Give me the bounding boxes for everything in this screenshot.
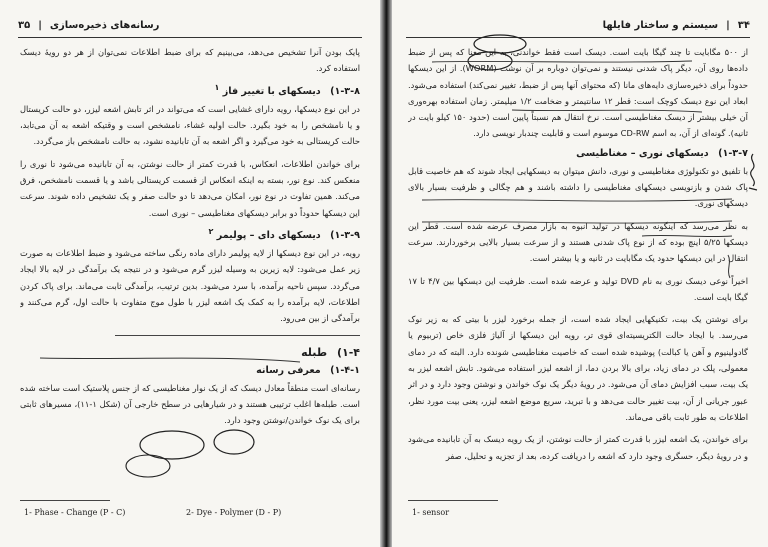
section-number: ۱-۴-۱)	[330, 364, 360, 376]
right-text-column	[408, 44, 748, 495]
paragraph: رسانه‌ای است منطقاً معادل دیسک که از یک نوار مغناطیسی که از جنس پلاستیک است ساخته شده است. طبله‌ها اغلب ترتیبی هستند و در شیارهایی در سطح خارجی آن (شکل ۱-۱۱)، مسیرهای ثابتی برای یک نوک خواندن/نوشتن وجود دارد.	[20, 382, 360, 426]
section-heading-media	[20, 346, 360, 359]
section-title: دیسکهای دای – پولیمر	[216, 230, 321, 242]
footnote-marker: ۱	[214, 82, 220, 92]
paragraph: از ۵۰۰ مگابایت تا چند گیگا بایت است. دیسک است فقط خواندنی، به این معنا که پس از ضبط داده‌ها روی آن، دیگر پاک شدنی نیستند و نمی‌توان دوباره بر آن نوشت (WORM). از این دیسکها حدوداً برای ذخیره‌سازی دایه‌های مانا (که محتوای آنها پس از ضبط، تغییر نمی‌کند) استفاده می‌شود. ابعاد این نوع دیسک کوچک است: قطر ۱۲ سانتیمتر و ضخامت ۱/۲ میلیمتر. زمان استفاده بهره‌وری آن خیلی بیشتر از دیسک مغناطیسی است. نرخ انتقال هم نسبتاً پایین است (حدود ۱۵۰ کیلو بایت در ثانیه). گونه‌ای از آن، به اسم CD-RW موسوم است و قابلیت چندبار نویسی دارد.	[408, 47, 748, 139]
section-title: معرفی رسانه	[256, 364, 321, 376]
left-intro-paragraph: پایک بودن آنرا تشخیص می‌دهد، می‌بینیم که برای ضبط اطلاعات نمی‌توان از هر دو رویهٔ دیسک استفاده کرد.	[20, 47, 360, 74]
paragraph: به نظر می‌رسد که اینگونه دیسکها در تولید انبوه به بازار مصرف عرضه شده است. قطر این دیسکها ۵/۲۵ اینچ بوده که از نوع پاک شدنی هستند و از سرعت بسیار بالایی برخوردارند. سرعت انتقال در این دیسکها حدود یک مگابایت در ثانیه و یا بیشتر است.	[408, 220, 748, 264]
paragraph: با تلفیق دو تکنولوژی مغناطیسی و نوری، دانش میتوان به دیسکهایی ایجاد شوند که هم خاصیت قابل پاک شدن و بازنویسی دیسکهای مغناطیسی را داشته باشند و هم چگالی و ظرفیت بسیار بالای دیسکهای نوری.	[408, 165, 748, 209]
left-text-column	[20, 44, 360, 495]
footnote-marker: ۲	[208, 226, 214, 236]
footnote-rule	[20, 500, 110, 501]
right-page-number: ۳۴	[737, 20, 750, 31]
section-title: دیسکهای نوری – مغناطیسی	[576, 147, 709, 159]
paragraph: اخیراً نوعی دیسک نوری به نام DVD تولید و عرضه شده است. ظرفیت این دیسکها بین ۴/۷ تا ۱۷ گیگا بایت است.	[408, 275, 748, 302]
footnote: 1- sensor	[412, 508, 450, 517]
section-number: ۱-۳-۷)	[718, 147, 748, 159]
section-title: طبله	[301, 345, 328, 359]
subsection-heading-intro	[20, 365, 360, 376]
section-number: ۱-۳-۹)	[330, 230, 360, 242]
right-page	[392, 0, 768, 547]
ink-underline	[115, 335, 360, 336]
section-title: دیسکهای با تغییر فاز	[222, 85, 321, 97]
footnote: 1- Phase - Change (P - C)	[24, 508, 126, 517]
footnote: 2- Dye - Polymer (D - P)	[186, 508, 282, 517]
paragraph: برای نوشتن یک بیت، تکنیکهایی ایجاد شده است، از جمله برخورد لیزر با بیتی که به زیر نوک می‌رسد. با ایجاد حالت الکتریسیته‌ای قوی تر، رویه این دیسکها از آلیاژ فلزی خاص (تربیوم یا گادولینیوم و آهن یا کبالت) پوشیده شده است که خاصیت مغناطیسی شونده دارد. البته که در دمای معمولی، پلک در دمای زیاد، برای بالا بردن دما، از اشعه لیزر استفاده می‌شود. تابش اشعه لیزر به یک بیت، سبب افزایش دمای آن می‌شود. در رویهٔ دیگر یک نوک خواندن و نوشتن وجود دارد و در اثر عبور جریانی از آن، بیت تغییر حالت می‌دهد و با تبرید، سریع موضع اشعه لیزر، یعنی بیت مورد نظر، اطلاعات به طور ثابت باقی می‌ماند.	[408, 314, 748, 422]
footnote-rule	[408, 500, 498, 501]
right-header-rule	[406, 37, 750, 38]
left-header-rule	[18, 37, 362, 38]
left-running-head: رسانه‌های ذخیره‌سازی | ۳۵	[18, 20, 160, 31]
right-running-title: سیستم و ساختار فایلها	[602, 20, 719, 31]
right-running-head: ۳۴ | سیستم و ساختار فایلها	[602, 20, 750, 31]
paragraph: در این نوع دیسکها، رویه دارای غشایی است که می‌تواند در اثر تابش اشعه لیزر، دو حالت کریستال و یا نامشخص را به خود بگیرد. حالت اولیه غشاء، نامشخص است و وقتیکه اشعه به آن می‌تابد، حالت کریستالی به خود می‌گیرد و اگر اشعه به آن تابانیده نشود، به حالت نامشخص باز می‌گردد.	[20, 103, 360, 147]
paragraph: برای خواندن اطلاعات، انعکاس، با قدرت کمتر از حالت نوشتن، به آن تابانیده می‌شود تا نوری را منعکس کند. نوع نور، بسته به اینکه انعکاس از قسمت کریستالی باشد و یا قسمت نامشخص، فرق می‌کند. همین تفاوت در نوع نور، امکان می‌دهد تا دو حالت صفر و یک تشخیص داده شوند. سرعت این دیسکها حدوداً دو برابر دیسکهای مغناطیسی – نوری است.	[20, 158, 360, 218]
handwritten-margin-note	[744, 152, 762, 192]
left-page-number: ۳۵	[18, 20, 31, 31]
book-gutter	[380, 0, 392, 547]
left-page	[0, 0, 380, 547]
section-heading-magneto-optical	[408, 148, 748, 159]
section-heading-phase-change	[20, 83, 360, 97]
section-number: ۱-۴)	[336, 345, 360, 359]
section-number: ۱-۳-۸)	[330, 85, 360, 97]
section-heading-dye-polymer	[20, 227, 360, 241]
left-running-title: رسانه‌های ذخیره‌سازی	[49, 20, 160, 31]
paragraph: برای خواندن، یک اشعه لیزر با قدرت کمتر از حالت نوشتن، از یک رویه دیسک به آن تابانیده می‌شود و در رویهٔ دیگر، حسگری وجود دارد که اشعه را دریافت کرده، بعد از تجزیه و تحلیل، صفر	[408, 434, 748, 461]
paragraph: رویه، در این نوع دیسکها از لایه پولیمر دارای ماده رنگی ساخته می‌شود و ضبط اطلاعات به صورت زیر عمل می‌شود: لایه زیرین به وسیله لیزر گرم می‌شود و در نتیجه یک برآمدگی در لایه بالا ایجاد می‌گردد. سپس ناحیه برآمده، با سرد می‌شود. بدین ترتیب، برآمدگی ثابت می‌ماند. برای پاک کردن اطلاعات، لایه برآمده را به کمک یک اشعه لیزر با طول موج متفاوت با حالت اول، گرم می‌کنند و برآمدگی از بین می‌رود.	[20, 248, 360, 324]
